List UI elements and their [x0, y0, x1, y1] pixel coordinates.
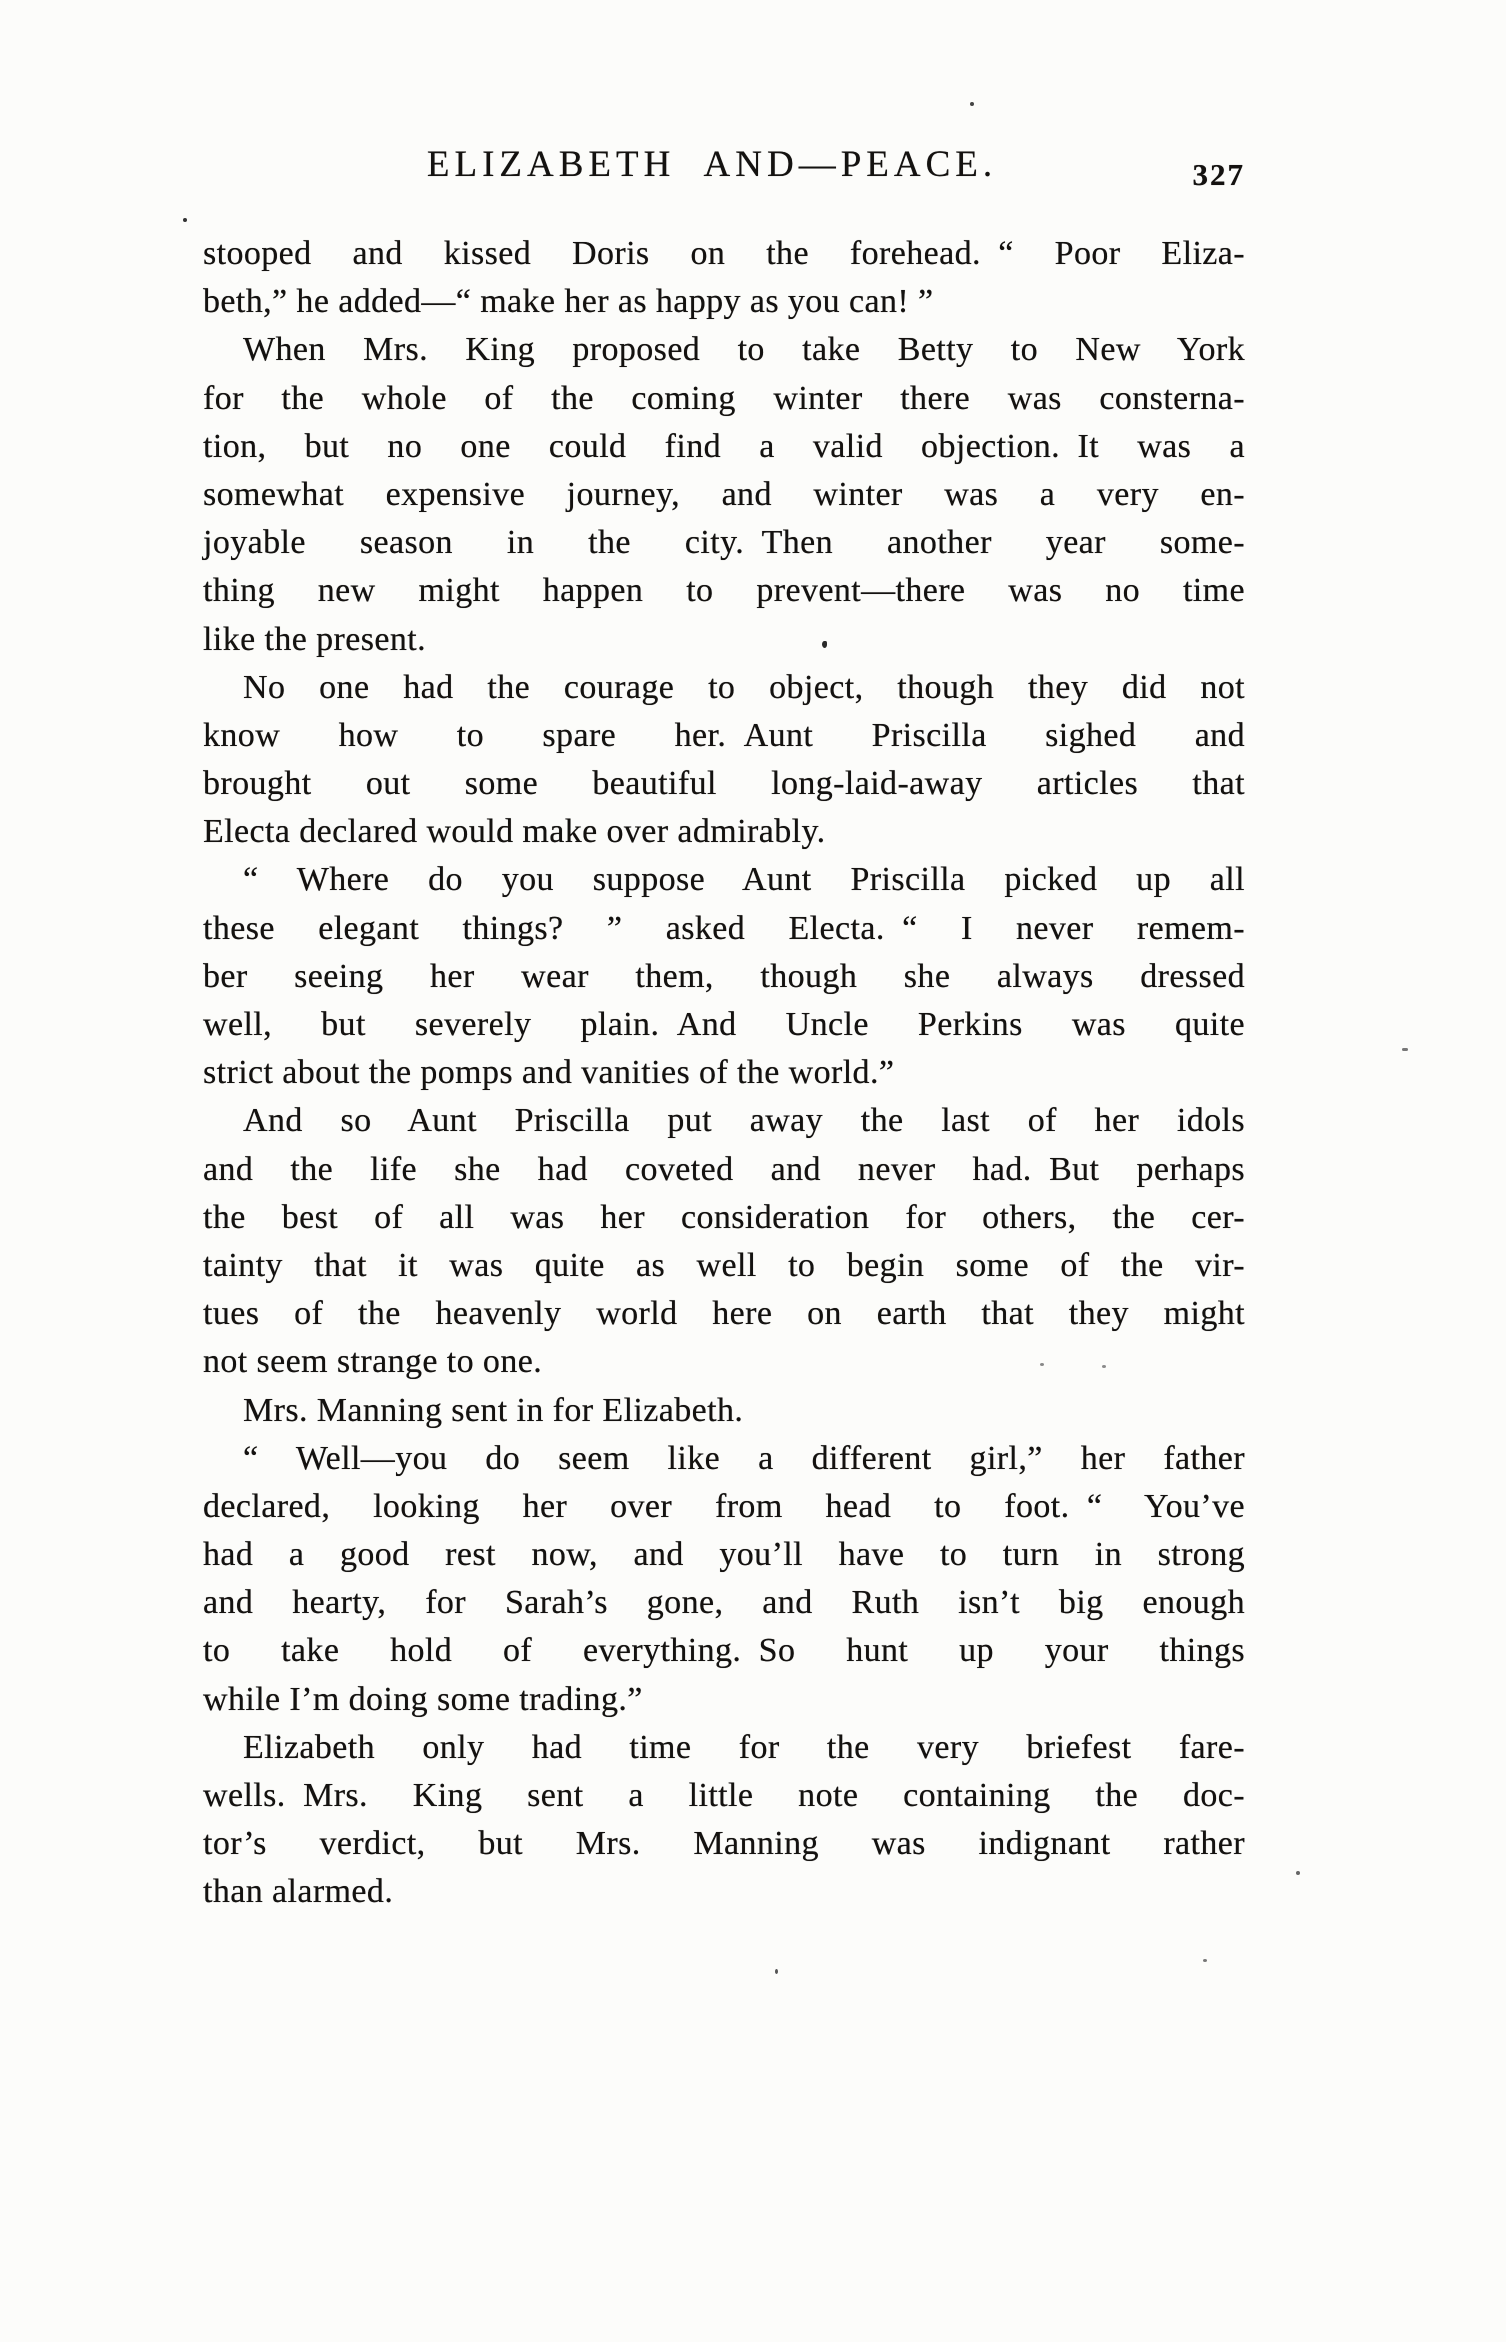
text-line: somewhat expensive journey, and winter was a very en-	[203, 475, 1245, 513]
text-line: tues of the heavenly world here on earth that they might	[203, 1295, 1245, 1333]
text-line: than alarmed.	[203, 1873, 394, 1911]
text-line: these elegant things? ” asked Electa. “ I never remem-	[203, 909, 1245, 947]
scan-speck	[1203, 1959, 1207, 1962]
text-line: and hearty, for Sarah’s gone, and Ruth isn’t big enough	[203, 1584, 1245, 1622]
text-line: When Mrs. King proposed to take Betty to New York	[243, 331, 1245, 369]
text-line: joyable season in the city. Then another year some-	[203, 524, 1245, 562]
scan-speck	[775, 1969, 778, 1974]
text-line: And so Aunt Priscilla put away the last of her idols	[243, 1102, 1245, 1140]
text-line: declared, looking her over from head to foot. “ You’ve	[203, 1487, 1245, 1525]
text-line: to take hold of everything. So hunt up your things	[203, 1632, 1245, 1670]
text-line: tainty that it was quite as well to begin some of the vir-	[203, 1246, 1245, 1284]
scan-speck	[1102, 1365, 1106, 1368]
text-line: No one had the courage to object, though they did not	[243, 668, 1245, 706]
running-head-title: ELIZABETH AND—PEACE.	[426, 144, 998, 185]
text-line: while I’m doing some trading.”	[203, 1680, 643, 1718]
text-line: strict about the pomps and vanities of the world.”	[203, 1054, 895, 1092]
text-line: and the life she had coveted and never had. But perhaps	[203, 1150, 1245, 1188]
text-line: tor’s verdict, but Mrs. Manning was indignant rather	[203, 1825, 1245, 1863]
text-line: “ Well—you do seem like a different girl,” her father	[243, 1439, 1245, 1477]
text-line: wells. Mrs. King sent a little note containing the doc-	[203, 1777, 1245, 1814]
text-line: like the present.	[203, 620, 427, 658]
text-line: well, but severely plain. And Uncle Perkins was quite	[203, 1006, 1245, 1043]
scan-speck	[183, 218, 187, 222]
text-line: ber seeing her wear them, though she always dressed	[203, 957, 1245, 995]
scan-speck	[1040, 1363, 1044, 1366]
text-line: Elizabeth only had time for the very briefest fare-	[243, 1728, 1245, 1766]
text-line: know how to spare her. Aunt Priscilla sighed and	[203, 716, 1245, 754]
text-line: had a good rest now, and you’ll have to turn in strong	[203, 1536, 1245, 1574]
text-line: thing new might happen to prevent—there was no time	[203, 572, 1245, 610]
body-text	[203, 230, 1245, 1917]
page-number: 327	[1192, 157, 1245, 192]
text-line: not seem strange to one.	[203, 1343, 543, 1381]
text-line: Electa declared would make over admirably.	[203, 813, 826, 851]
scan-speck	[1402, 1048, 1408, 1051]
scan-speck	[970, 102, 974, 106]
scan-speck	[1296, 1871, 1300, 1875]
text-line: tion, but no one could find a valid objection. It was a	[203, 427, 1245, 465]
text-line: beth,” he added—“ make her as happy as you can! ”	[203, 283, 934, 321]
text-line: for the whole of the coming winter there was consterna-	[203, 379, 1245, 417]
text-line: “ Where do you suppose Aunt Priscilla picked up all	[243, 861, 1245, 899]
text-line: brought out some beautiful long-laid-away articles that	[203, 765, 1245, 803]
page-header	[203, 145, 1245, 189]
text-line: stooped and kissed Doris on the forehead. “ Poor Eliza-	[203, 235, 1245, 272]
scan-speck	[822, 641, 827, 648]
text-line: Mrs. Manning sent in for Elizabeth.	[243, 1391, 744, 1429]
text-line: the best of all was her consideration for others, the cer-	[203, 1198, 1245, 1236]
